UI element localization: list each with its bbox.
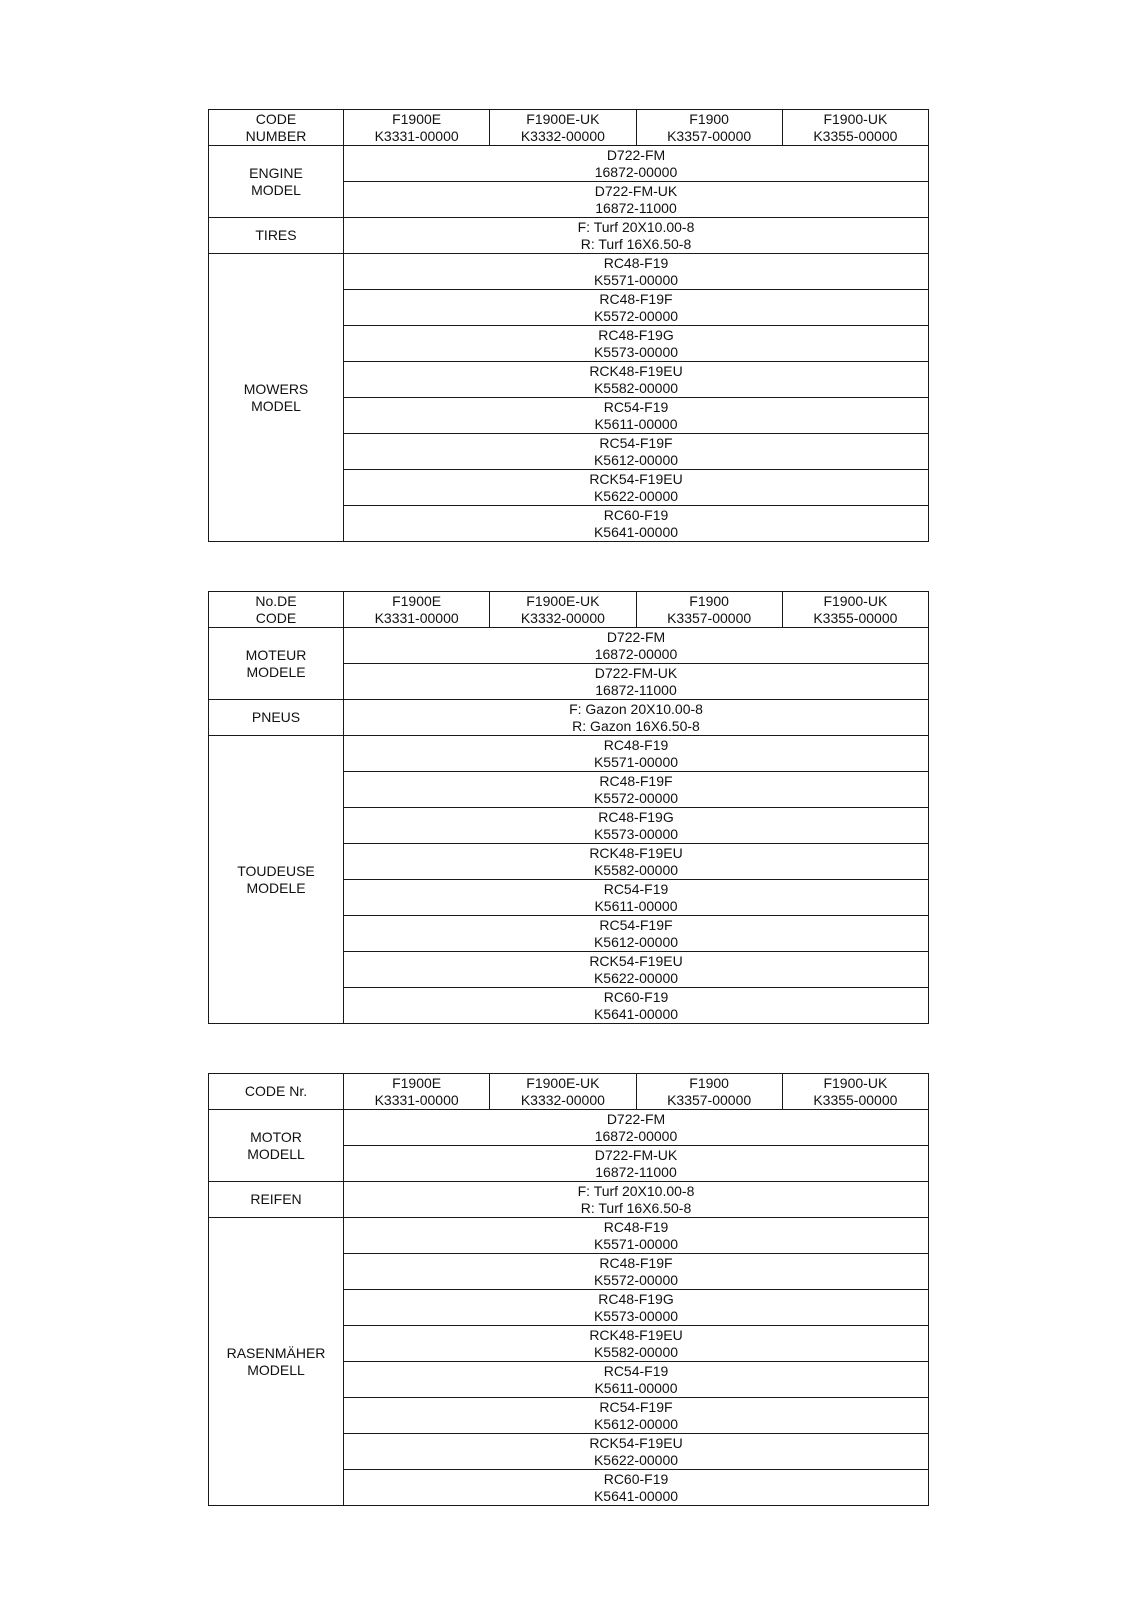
- mower-name: RC48-F19G: [598, 1290, 674, 1307]
- mower-code: K5582-00000: [593, 379, 679, 396]
- mower-code: K5611-00000: [594, 1379, 678, 1396]
- code-label-line1: CODE: [255, 110, 297, 127]
- mowers-label-line2: MODEL: [251, 397, 301, 414]
- model-name: F1900: [689, 1074, 729, 1091]
- mower-code: K5573-00000: [593, 1307, 679, 1324]
- model-name: F1900E: [392, 592, 442, 609]
- tires-cell: [344, 218, 929, 254]
- model-cell: [490, 110, 636, 146]
- engine-name: D722-FM: [606, 628, 666, 645]
- mower-name: RC60-F19: [603, 506, 669, 523]
- mower-code: K5572-00000: [593, 307, 679, 324]
- engine-code: 16872-00000: [594, 1127, 678, 1144]
- engine-row: [209, 1110, 929, 1146]
- model-cell: [490, 592, 636, 628]
- mower-name: RC48-F19F: [599, 290, 673, 307]
- engine-label-line2: MODELL: [247, 1145, 305, 1162]
- code-label-cell: [209, 110, 344, 146]
- tires-label-cell: REIFEN: [209, 1182, 344, 1218]
- model-code: K3332-00000: [520, 127, 605, 144]
- model-cell: [782, 1074, 928, 1110]
- engine-label-line1: ENGINE: [249, 164, 303, 181]
- mower-cell: [344, 1326, 929, 1362]
- model-cell: [636, 110, 782, 146]
- model-name: F1900-UK: [823, 1074, 888, 1091]
- engine-label-line1: MOTOR: [250, 1128, 302, 1145]
- tires-label-cell: PNEUS: [209, 700, 344, 736]
- engine-name: D722-FM-UK: [594, 664, 678, 681]
- mowers-label-cell: [209, 254, 344, 542]
- tire-rear: R: Turf 16X6.50-8: [580, 1199, 692, 1216]
- mower-code: K5612-00000: [593, 933, 679, 950]
- mower-code: K5582-00000: [593, 861, 679, 878]
- tires-row: [209, 218, 929, 254]
- engine-row: [209, 146, 929, 182]
- mower-code: K5571-00000: [593, 271, 679, 288]
- model-code: K3357-00000: [667, 1091, 752, 1108]
- mower-cell: [344, 1218, 929, 1254]
- engine-cell: [344, 1146, 929, 1182]
- mower-cell: [344, 988, 929, 1024]
- engine-code: 16872-11000: [595, 1163, 677, 1180]
- mower-code: K5612-00000: [593, 451, 679, 468]
- mower-cell: [344, 808, 929, 844]
- mower-cell: [344, 362, 929, 398]
- model-code: K3331-00000: [374, 1091, 459, 1108]
- mower-code: K5611-00000: [594, 897, 678, 914]
- model-code: K3355-00000: [813, 609, 898, 626]
- mower-cell: [344, 326, 929, 362]
- engine-cell: [344, 1110, 929, 1146]
- mower-code: K5573-00000: [593, 825, 679, 842]
- mower-row: [209, 254, 929, 290]
- mower-name: RC60-F19: [603, 988, 669, 1005]
- model-cell: [344, 592, 490, 628]
- model-name: F1900-UK: [823, 592, 888, 609]
- mower-name: RCK48-F19EU: [589, 844, 683, 861]
- mower-code: K5571-00000: [593, 1235, 679, 1252]
- tire-front: F: Turf 20X10.00-8: [577, 1182, 695, 1199]
- model-code: K3332-00000: [520, 609, 605, 626]
- mower-code: K5612-00000: [593, 1415, 679, 1432]
- code-label-line2: CODE: [255, 609, 297, 626]
- model-cell: [344, 1074, 490, 1110]
- mower-name: RC48-F19: [603, 1218, 669, 1235]
- model-name: F1900: [689, 592, 729, 609]
- mower-cell: [344, 736, 929, 772]
- mower-code: K5573-00000: [593, 343, 679, 360]
- model-name: F1900E-UK: [526, 592, 600, 609]
- model-code: K3357-00000: [667, 127, 752, 144]
- mower-cell: [344, 880, 929, 916]
- mower-cell: [344, 1434, 929, 1470]
- model-code: K3355-00000: [813, 127, 898, 144]
- engine-label-line2: MODEL: [251, 181, 301, 198]
- mower-cell: [344, 1362, 929, 1398]
- mowers-label-line1: RASENMÄHER: [226, 1344, 326, 1361]
- mowers-label-line1: MOWERS: [243, 380, 309, 397]
- model-name: F1900-UK: [823, 110, 888, 127]
- mower-name: RCK54-F19EU: [589, 470, 683, 487]
- mower-name: RCK48-F19EU: [589, 362, 683, 379]
- model-cell: [782, 110, 928, 146]
- mower-cell: [344, 1398, 929, 1434]
- mower-cell: [344, 398, 929, 434]
- mower-name: RC60-F19: [603, 1470, 669, 1487]
- mower-cell: [344, 290, 929, 326]
- engine-name: D722-FM: [606, 1110, 666, 1127]
- code-label-cell: [209, 592, 344, 628]
- tires-cell: [344, 1182, 929, 1218]
- mower-cell: [344, 1290, 929, 1326]
- mower-name: RC48-F19F: [599, 1254, 673, 1271]
- mower-name: RC48-F19: [603, 254, 669, 271]
- mower-cell: [344, 434, 929, 470]
- tire-rear: R: Gazon 16X6.50-8: [572, 717, 700, 734]
- mowers-label-cell: [209, 1218, 344, 1506]
- model-code: K3331-00000: [374, 609, 459, 626]
- spec-table-french: [208, 591, 929, 1024]
- model-cell: [782, 592, 928, 628]
- mowers-label-line2: MODELL: [247, 1361, 305, 1378]
- mower-cell: [344, 844, 929, 880]
- mower-name: RC48-F19F: [599, 772, 673, 789]
- mower-cell: [344, 952, 929, 988]
- mower-name: RC54-F19: [603, 1362, 669, 1379]
- tires-cell: [344, 700, 929, 736]
- tire-rear: R: Turf 16X6.50-8: [580, 235, 692, 252]
- mower-cell: [344, 1254, 929, 1290]
- engine-code: 16872-11000: [595, 199, 677, 216]
- code-label-line1: No.DE: [255, 592, 297, 609]
- model-code: K3355-00000: [813, 1091, 898, 1108]
- mower-code: K5622-00000: [593, 969, 679, 986]
- mower-name: RC48-F19G: [598, 808, 674, 825]
- model-header-row: [209, 110, 929, 146]
- engine-cell: [344, 628, 929, 664]
- model-header-row: [209, 1074, 929, 1110]
- mower-row: [209, 736, 929, 772]
- mower-code: K5611-00000: [594, 415, 678, 432]
- mower-cell: [344, 916, 929, 952]
- engine-name: D722-FM-UK: [594, 182, 678, 199]
- mower-name: RC48-F19G: [598, 326, 674, 343]
- model-cell: [344, 110, 490, 146]
- mower-code: K5582-00000: [593, 1343, 679, 1360]
- engine-cell: [344, 182, 929, 218]
- model-code: K3332-00000: [520, 1091, 605, 1108]
- mower-row: [209, 1218, 929, 1254]
- tires-row: [209, 700, 929, 736]
- mower-name: RC54-F19: [603, 398, 669, 415]
- engine-name: D722-FM-UK: [594, 1146, 678, 1163]
- mower-code: K5572-00000: [593, 789, 679, 806]
- engine-cell: [344, 664, 929, 700]
- model-header-row: [209, 592, 929, 628]
- mower-cell: [344, 470, 929, 506]
- mower-name: RCK54-F19EU: [589, 952, 683, 969]
- model-name: F1900E: [392, 110, 442, 127]
- mower-name: RCK54-F19EU: [589, 1434, 683, 1451]
- model-code: K3357-00000: [667, 609, 752, 626]
- mower-code: K5571-00000: [593, 753, 679, 770]
- tires-row: [209, 1182, 929, 1218]
- mower-code: K5641-00000: [593, 523, 679, 540]
- mower-cell: [344, 506, 929, 542]
- model-code: K3331-00000: [374, 127, 459, 144]
- engine-label-cell: [209, 146, 344, 218]
- engine-code: 16872-00000: [594, 645, 678, 662]
- tires-label-cell: TIRES: [209, 218, 344, 254]
- mower-cell: [344, 254, 929, 290]
- mowers-label-line2: MODELE: [246, 879, 306, 896]
- model-cell: [636, 592, 782, 628]
- code-label-cell: CODE Nr.: [209, 1074, 344, 1110]
- mower-name: RC48-F19: [603, 736, 669, 753]
- mower-name: RC54-F19F: [599, 1398, 673, 1415]
- mower-name: RC54-F19: [603, 880, 669, 897]
- engine-cell: [344, 146, 929, 182]
- mower-name: RCK48-F19EU: [589, 1326, 683, 1343]
- mower-code: K5641-00000: [593, 1487, 679, 1504]
- mower-code: K5622-00000: [593, 1451, 679, 1468]
- mower-code: K5572-00000: [593, 1271, 679, 1288]
- engine-code: 16872-11000: [595, 681, 677, 698]
- mowers-label-cell: [209, 736, 344, 1024]
- mower-name: RC54-F19F: [599, 916, 673, 933]
- model-name: F1900E-UK: [526, 1074, 600, 1091]
- mowers-label-line1: TOUDEUSE: [237, 862, 315, 879]
- model-name: F1900E-UK: [526, 110, 600, 127]
- mower-code: K5622-00000: [593, 487, 679, 504]
- spec-table-german: [208, 1073, 929, 1506]
- tire-front: F: Turf 20X10.00-8: [577, 218, 695, 235]
- engine-label-cell: [209, 1110, 344, 1182]
- model-cell: [636, 1074, 782, 1110]
- tire-front: F: Gazon 20X10.00-8: [569, 700, 703, 717]
- mower-cell: [344, 1470, 929, 1506]
- engine-label-line2: MODELE: [246, 663, 306, 680]
- mower-cell: [344, 772, 929, 808]
- engine-row: [209, 628, 929, 664]
- engine-label-line1: MOTEUR: [245, 646, 307, 663]
- engine-name: D722-FM: [606, 146, 666, 163]
- engine-code: 16872-00000: [594, 163, 678, 180]
- model-name: F1900E: [392, 1074, 442, 1091]
- code-label-line2: NUMBER: [245, 127, 307, 144]
- engine-label-cell: [209, 628, 344, 700]
- mower-name: RC54-F19F: [599, 434, 673, 451]
- model-name: F1900: [689, 110, 729, 127]
- mower-code: K5641-00000: [593, 1005, 679, 1022]
- model-cell: [490, 1074, 636, 1110]
- spec-table-english: [208, 109, 929, 542]
